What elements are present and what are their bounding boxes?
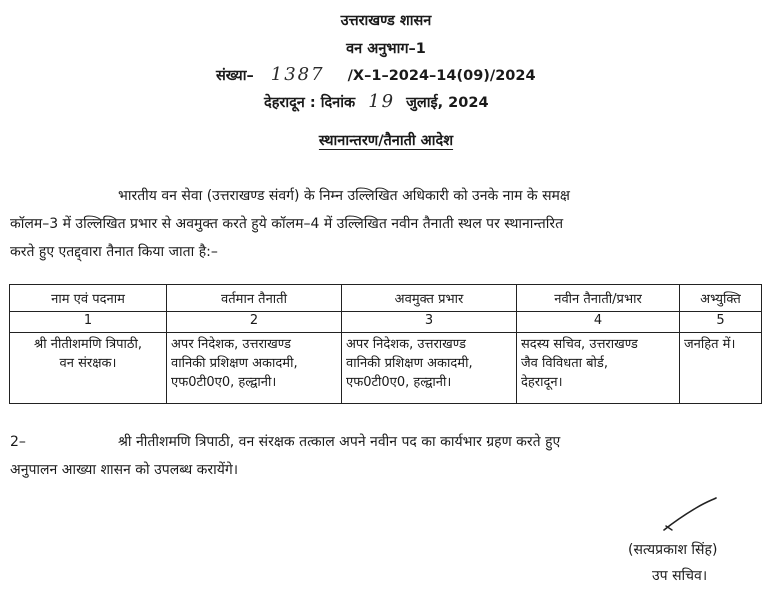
column-number: 3 [342,312,517,333]
header-name-designation: नाम एवं पदनाम [10,285,167,312]
order-date-handwritten: 19 [368,91,396,112]
new-posting-line: देहरादून। [521,375,563,390]
table-column-number-row [10,312,762,333]
current-posting-line: अपर निदेशक, उत्तराखण्ड [171,337,291,352]
government-name: उत्तराखण्ड शासन [340,13,432,29]
cell-relieved-charge [342,333,517,404]
paragraph-2-line-2: अनुपालन आख्या शासन को उपलब्ध करायेंगे। [10,462,239,478]
current-posting-line: वानिकी प्रशिक्षण अकादमी, [171,356,298,371]
order-number-suffix: /X–1–2024–14(09)/2024 [347,68,536,84]
relieved-charge-line: अपर निदेशक, उत्तराखण्ड [346,337,466,352]
order-number-line [216,64,536,85]
department-name: वन अनुभाग–1 [346,41,426,57]
relieved-charge-line: एफ0टी0ए0, हल्द्वानी। [346,375,452,390]
header-current-posting: वर्तमान तैनाती [167,285,342,312]
header-new-posting: नवीन तैनाती/प्रभार [517,285,680,312]
order-date-prefix: देहरादून : दिनांक [264,95,356,111]
cell-officer-name [10,333,167,404]
table-row [10,333,762,404]
new-posting-line: जैव विविधता बोर्ड, [521,356,608,371]
cell-current-posting [167,333,342,404]
cell-remarks: जनहित में। [680,333,762,404]
column-number: 1 [10,312,167,333]
header-relieved-charge: अवमुक्त प्रभार [342,285,517,312]
header-remarks: अभ्युक्ति [680,285,762,312]
column-number: 2 [167,312,342,333]
transfer-table [9,284,762,404]
column-number: 5 [680,312,762,333]
paragraph-1-line-1: भारतीय वन सेवा (उत्तराखण्ड संवर्ग) के निम्न उल्लिखित अधिकारी को उनके नाम के समक्ष [118,188,570,204]
new-posting-line: सदस्य सचिव, उत्तराखण्ड [521,337,638,352]
paragraph-2-line-1: श्री नीतीशमणि त्रिपाठी, वन संरक्षक तत्काल अपने नवीन पद का कार्यभार ग्रहण करते हुए [118,434,561,450]
officer-designation: वन संरक्षक। [59,356,117,371]
table-header-row [10,285,762,312]
current-posting-line: एफ0टी0ए0, हल्द्वानी। [171,375,277,390]
order-date-suffix: जुलाई, 2024 [406,95,489,111]
order-date-line [264,91,489,112]
signature-mark [660,496,720,536]
order-number-handwritten: 1387 [270,64,325,85]
column-number: 4 [517,312,680,333]
paragraph-1-line-2: कॉलम–3 में उल्लिखित प्रभार से अवमुक्त करते हुये कॉलम–4 में उल्लिखित नवीन तैनाती स्थल पर स्थानान्तरित [10,216,564,232]
relieved-charge-line: वानिकी प्रशिक्षण अकादमी, [346,356,473,371]
order-subject: स्थानान्तरण/तैनाती आदेश [318,133,454,149]
signatory-name: (सत्यप्रकाश सिंह) [628,542,718,558]
cell-new-posting [517,333,680,404]
order-number-prefix: संख्या– [216,68,254,84]
officer-name: श्री नीतीशमणि त्रिपाठी, [34,337,142,352]
paragraph-1-line-3: करते हुए एतद्द्वारा तैनात किया जाता है:– [10,244,218,260]
signatory-designation: उप सचिव। [652,568,708,584]
paragraph-2-number: 2– [10,434,26,450]
